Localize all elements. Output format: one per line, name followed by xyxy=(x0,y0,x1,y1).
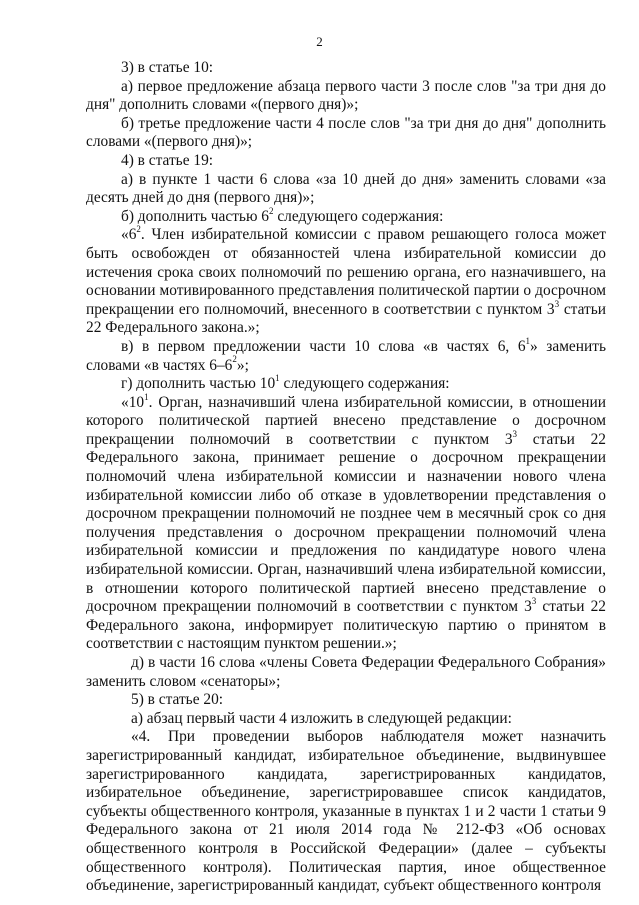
paragraph: а) в пункте 1 части 6 слова «за 10 дней до дня» заменить словами «за десять дней до дня (первого дня)»; xyxy=(86,170,606,207)
paragraph: «4. При проведении выборов наблюдателя может назначить зарегистрированный кандидат, избирательное объединение, выдвинувшее зарегистрированного кандидата, зарегистрированных кандидатов, избирательное объединение, зарегистрировавшее список кандидатов, субъекты общественного контроля, указанные в пунктах 1 и 2 части 1 статьи 9 Федерального закона от 21 июля 2014 года № 212-ФЗ «Об основах общественного контроля в Российской Федерации» (далее – субъекты общественного контроля). Политическая партия, иное общественное объединение, зарегистрированный кандидат, субъект общественного контроля xyxy=(86,728,606,895)
document-body xyxy=(86,59,606,896)
text-segment: «6 xyxy=(121,226,137,244)
page-number: 2 xyxy=(316,34,323,49)
text-segment: статьи 22 Федерального закона.»; xyxy=(86,300,606,337)
text-segment: г) дополнить частью 10 xyxy=(121,375,276,393)
paragraph xyxy=(86,335,606,375)
superscript: 1 xyxy=(525,335,531,346)
paragraph xyxy=(86,372,606,394)
text-segment: статьи 22 Федерального закона, информирует политическую партию о принятом в соответствии с настоящим пунктом решении.»; xyxy=(86,598,607,653)
superscript: 2 xyxy=(269,205,274,216)
paragraph xyxy=(86,205,606,227)
superscript: 2 xyxy=(136,224,141,235)
paragraph: д) в части 16 слова «члены Совета Федерации Федерального Собрания» заменить словом «сенаторы»; xyxy=(86,654,606,690)
superscript: 1 xyxy=(144,391,149,402)
paragraph xyxy=(86,391,607,654)
superscript: 3 xyxy=(554,298,560,309)
text-segment: . Член избирательной комиссии с правом решающего голоса может быть освобожден от обязанностей члена избирательной комиссии до истечения срока своих полномочий по решению органа, его назначившего, на основании мотивированного представления политической партии о досрочном прекращении его полномочий, внесенного в соответствии с пунктом 3 xyxy=(86,226,606,318)
paragraph: а) абзац первый части 4 изложить в следующей редакции: xyxy=(131,709,512,727)
paragraph: 5) в статье 20: xyxy=(131,691,224,709)
text-segment: следующего содержания: xyxy=(273,207,444,225)
text-segment: в) в первом предложении части 10 слова «в частях 6, 6 xyxy=(121,337,526,355)
superscript: 3 xyxy=(512,428,518,439)
paragraph: 4) в статье 19: xyxy=(121,151,214,169)
text-segment: » заменить словами «в частях 6–6 xyxy=(86,337,606,374)
paragraph: б) третье предложение части 4 после слов "за три дня до дня" дополнить словами «(первого дня)»; xyxy=(86,114,606,151)
paragraph: а) первое предложение абзаца первого части 3 после слов "за три дня до дня" дополнить словами «(первого дня)»; xyxy=(86,77,606,114)
superscript: 3 xyxy=(531,596,537,607)
superscript: 2 xyxy=(232,354,237,365)
paragraph: 3) в статье 10: xyxy=(121,59,214,76)
text-segment: б) дополнить частью 6 xyxy=(121,207,269,225)
paragraph xyxy=(86,226,606,338)
superscript: 1 xyxy=(275,372,280,383)
text-segment: «10 xyxy=(121,393,145,411)
text-segment: »; xyxy=(236,356,249,374)
text-segment: статьи 22 Федерального закона, принимает решение о досрочном прекращении полномочий члена избирательной комиссии и назначении нового члена избирательной комиссии либо об отказе в удовлетворении представления о досрочном прекращении полномочий не позднее чем в месячный срок со дня получения представления о досрочном прекращении полномочий члена избирательной комиссии и предложения по кандидатуре нового члена избирательной комиссии. Орган, назначивший члена избирательной комиссии, в отношении которого политической партией внесено представление о досрочном прекращении полномочий в соответствии с пунктом 3 xyxy=(86,430,607,616)
text-segment: . Орган, назначивший члена избирательной комиссии, в отношении которого политической партией внесено представление о досрочном прекращении полномочий в соответствии с пунктом 3 xyxy=(86,393,606,448)
text-segment: следующего содержания: xyxy=(279,375,450,393)
